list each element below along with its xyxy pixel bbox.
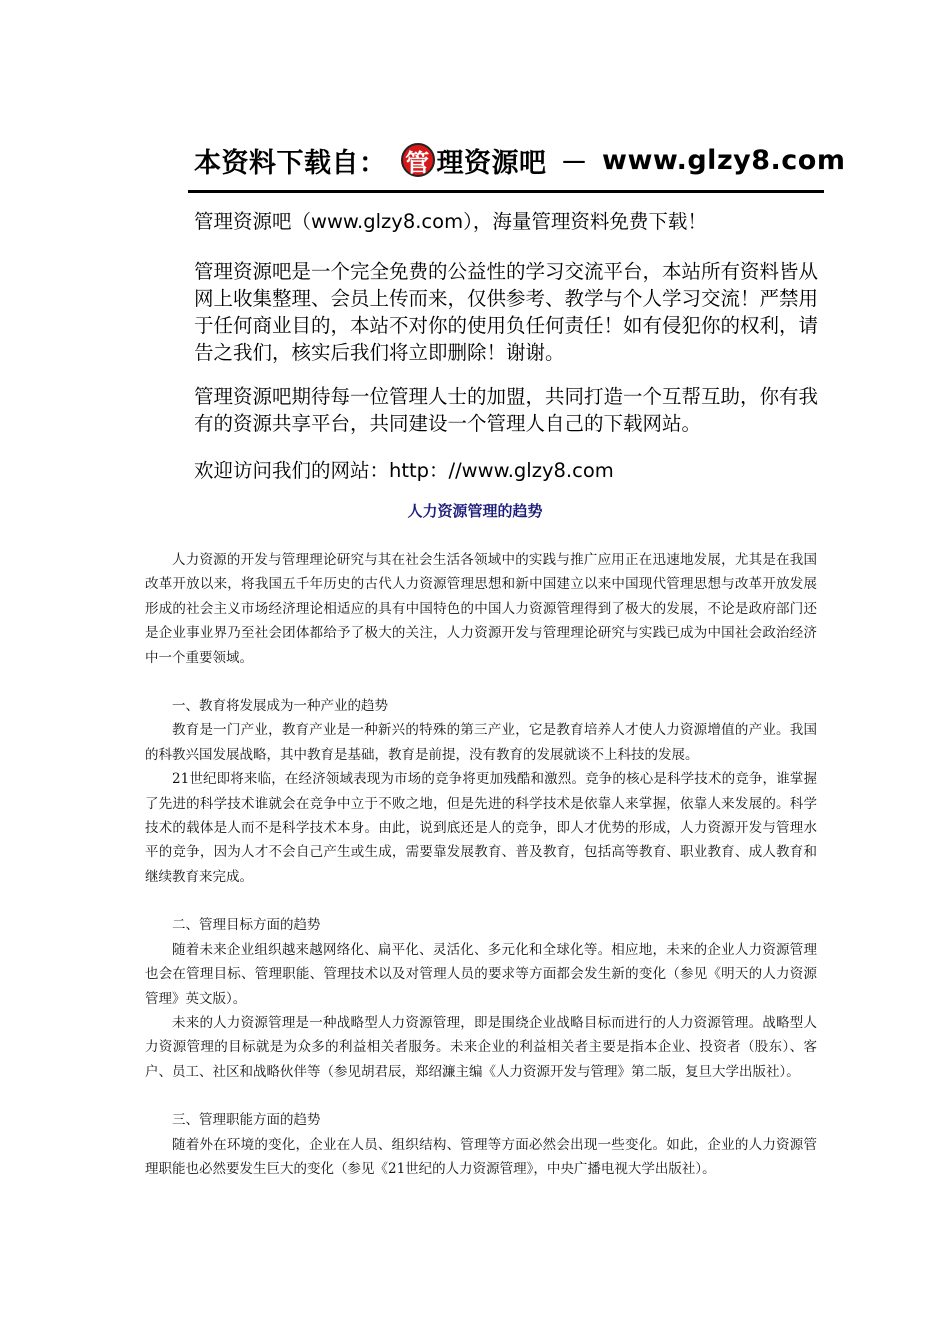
spacer [145, 670, 817, 694]
spacer [145, 889, 817, 913]
banner-divider [188, 190, 824, 193]
banner-title-prefix: 本资料下载自： [194, 147, 387, 179]
section3-paragraph1: 随着外在环境的变化，企业在人员、组织结构、管理等方面必然会出现一些变化。如此，企业的人力资源管理职能也必然要发生巨大的变化（参见《21世纪的人力资源管理》，中央广播电视大学出版社）。 [145, 1136, 817, 1177]
section1-heading: 一、教育将发展成为一种产业的趋势 [172, 698, 388, 715]
section3-heading: 三、管理职能方面的趋势 [172, 1112, 321, 1129]
banner-site-name: 理资源吧 [436, 147, 547, 179]
document-title: 人力资源管理的趋势 [407, 502, 543, 520]
banner-welcome[interactable]: 欢迎访问我们的网站：http：//www.glzy8.com [194, 459, 614, 482]
intro-paragraph: 人力资源的开发与管理理论研究与其在社会生活各领域中的实践与推广应用正在迅速地发展，尤其是在我国改革开放以来，将我国五千年历史的古代人力资源管理思想和新中国建立以来中国现代管理思想与改革开放发展形成的社会主义市场经济理论相适应的具有中国特色的中国人力资源管理得到了极大的发展，不论是政府部门还是企业事业界乃至社会团体都给予了极大的关注，人力资源开发与管理理论研究与实践已成为中国社会政治经济中一个重要领域。 [145, 552, 817, 666]
section2-paragraph2: 未来的人力资源管理是一种战略型人力资源管理，即是围绕企业战略目标而进行的人力资源管理。战略型人力资源管理的目标就是为众多的利益相关者服务。未来企业的利益相关者主要是指本企业、投资者（股东）、客户、员工、社区和战略伙伴等（参见胡君辰，郑绍濂主编《人力资源开发与管理》第二版，复旦大学出版社）。 [145, 1014, 817, 1080]
spacer [145, 1084, 817, 1108]
document-body [145, 548, 817, 1181]
section2-paragraph1: 随着未来企业组织越来越网络化、扁平化、灵活化、多元化和全球化等。相应地，未来的企业人力资源管理也会在管理目标、管理职能、管理技术以及对管理人员的要求等方面都会发生新的变化（参见《明天的人力资源管理》英文版）。 [145, 941, 817, 1007]
section2-heading: 二、管理目标方面的趋势 [172, 917, 321, 934]
banner-separator: － [560, 147, 588, 179]
logo-icon: 管 [401, 143, 435, 177]
banner-line1: 管理资源吧（www.glzy8.com），海量管理资料免费下载！ [194, 210, 707, 233]
section1-paragraph1: 教育是一门产业，教育产业是一种新兴的特殊的第三产业，它是教育培养人才使人力资源增值的产业。我国的科教兴国发展战略，其中教育是基础，教育是前提，没有教育的发展就谈不上科技的发展。 [145, 722, 817, 763]
section1-paragraph2: 21世纪即将来临，在经济领域表现为市场的竞争将更加残酷和激烈。竞争的核心是科学技术的竞争，谁掌握了先进的科学技术谁就会在竞争中立于不败之地，但是先进的科学技术是依靠人来掌握，依靠人来发展的。科学技术的载体是人而不是科学技术本身。由此，说到底还是人的竞争，即人才优势的形成，人力资源开发与管理水平的竞争，因为人才不会自己产生或生成，需要靠发展教育、普及教育，包括高等教育、职业教育、成人教育和继续教育来完成。 [145, 771, 817, 885]
banner-para1: 管理资源吧是一个完全免费的公益性的学习交流平台，本站所有资料皆从网上收集整理、会员上传而来，仅供参考、教学与个人学习交流！严禁用于任何商业目的，本站不对你的使用负任何责任！如有侵犯你的权利，请告之我们，核实后我们将立即删除！谢谢。 [194, 260, 819, 364]
banner-title [194, 136, 846, 184]
banner-url[interactable]: www.glzy8.com [602, 144, 846, 176]
download-banner [188, 130, 846, 482]
banner-para2: 管理资源吧期待每一位管理人士的加盟，共同打造一个互帮互助，你有我有的资源共享平台，共同建设一个管理人自己的下载网站。 [194, 385, 819, 435]
